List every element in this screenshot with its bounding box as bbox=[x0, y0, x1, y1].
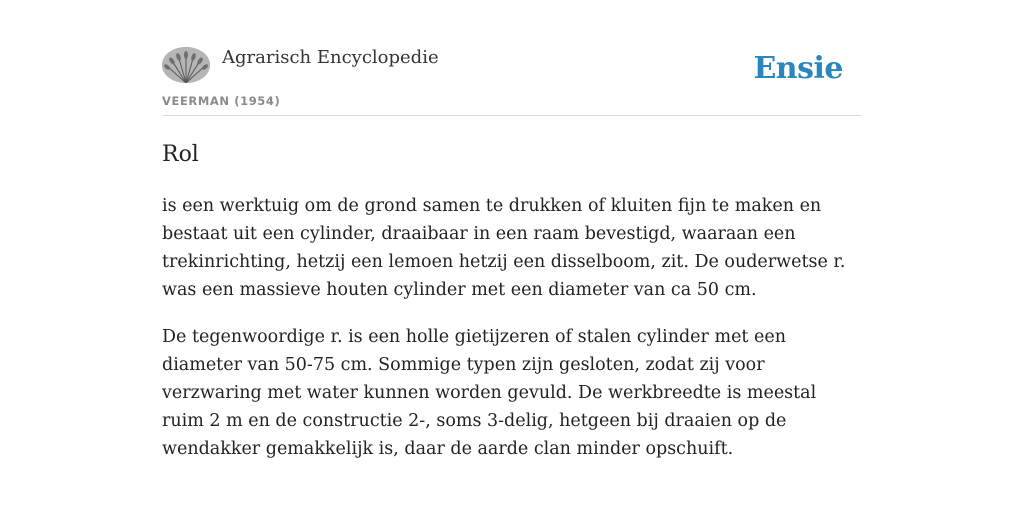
page-container bbox=[162, 0, 862, 512]
entry-paragraph: is een werktuig om de grond samen te drukken of kluiten fijn te maken en bestaat uit een cylinder, draaibaar in een raam bevestigd, waaraan een trekinrichting, hetzij een lemoen hetzij een disselboom, zit. De ouderwetse r. was een massieve houten cylinder met een diameter van ca 50 cm. bbox=[162, 196, 846, 300]
author-line: VEERMAN (1954) bbox=[162, 94, 281, 108]
book-title[interactable]: Agrarisch Encyclopedie bbox=[222, 47, 439, 68]
wheat-sheaf-icon bbox=[162, 47, 210, 83]
page-header bbox=[162, 0, 862, 116]
brand-logo[interactable]: Ensie bbox=[753, 51, 843, 86]
book-cover-thumbnail[interactable] bbox=[162, 47, 210, 83]
entry-body bbox=[162, 192, 862, 482]
entry-title: Rol bbox=[162, 142, 199, 167]
header-divider bbox=[162, 115, 862, 116]
entry-paragraph: De tegenwoordige r. is een holle gietijzeren of stalen cylinder met een diameter van 50-75 cm. Sommige typen zijn gesloten, zodat zij voor verzwaring met water kunnen worden gevuld. De werkbreedte is meestal ruim 2 m en de constructie 2-, soms 3-delig, hetgeen bij draaien op de wendakker gemakkelijk is, daar de aarde clan minder opschuift. bbox=[162, 327, 817, 459]
